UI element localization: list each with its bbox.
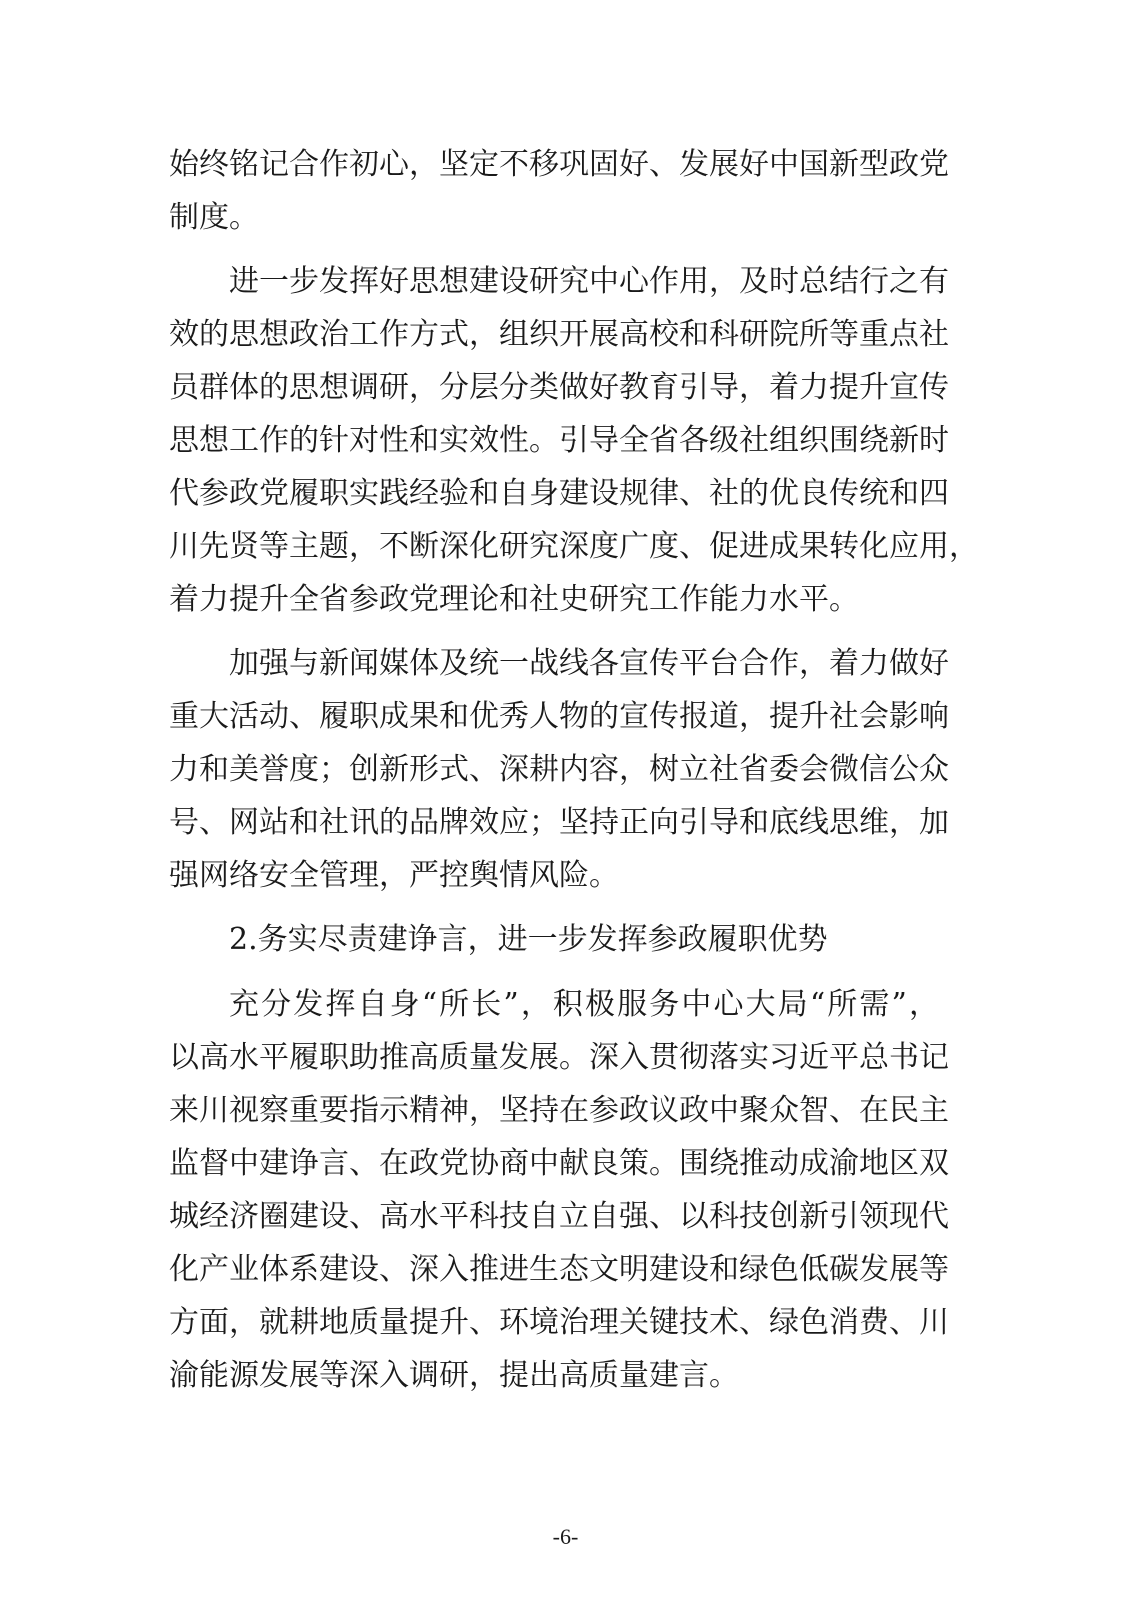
paragraph-first-line: 充分发挥自身“所长”，积极服务中心大局“所需”， — [229, 987, 939, 1022]
text-line: 城经济圈建设、高水平科技自立自强、以科技创新引领现代 — [169, 1199, 949, 1234]
text-line: 川先贤等主题，不断深化研究深度广度、促进成果转化应用， — [169, 529, 979, 564]
text-line: 代参政党履职实践经验和自身建设规律、社的优良传统和四 — [169, 476, 949, 511]
text-line: 思想工作的针对性和实效性。引导全省各级社组织围绕新时 — [169, 423, 949, 458]
paragraph-first-line: 进一步发挥好思想建设研究中心作用，及时总结行之有 — [229, 264, 949, 299]
text-line: 渝能源发展等深入调研，提出高质量建言。 — [169, 1358, 739, 1393]
text-line: 效的思想政治工作方式，组织开展高校和科研院所等重点社 — [169, 317, 949, 352]
text-line: 着力提升全省参政党理论和社史研究工作能力水平。 — [169, 582, 859, 617]
text-line: 号、网站和社讯的品牌效应；坚持正向引导和底线思维，加 — [169, 805, 949, 840]
text-line: 强网络安全管理，严控舆情风险。 — [169, 858, 619, 893]
text-line: 来川视察重要指示精神，坚持在参政议政中聚众智、在民主 — [169, 1093, 949, 1128]
text-line: 化产业体系建设、深入推进生态文明建设和绿色低碳发展等 — [169, 1252, 949, 1287]
paragraph-first-line: 加强与新闻媒体及统一战线各宣传平台合作，着力做好 — [229, 646, 949, 681]
text-line: 始终铭记合作初心，坚定不移巩固好、发展好中国新型政党 — [169, 147, 949, 182]
text-line: 制度。 — [169, 200, 259, 235]
text-line: 力和美誉度；创新形式、深耕内容，树立社省委会微信公众 — [169, 752, 949, 787]
text-line: 重大活动、履职成果和优秀人物的宣传报道，提升社会影响 — [169, 699, 949, 734]
text-line: 以高水平履职助推高质量发展。深入贯彻落实习近平总书记 — [169, 1040, 949, 1075]
page-number: -6- — [552, 1524, 579, 1549]
text-line: 员群体的思想调研，分层分类做好教育引导，着力提升宣传 — [169, 370, 949, 405]
text-line: 监督中建诤言、在政党协商中献良策。围绕推动成渝地区双 — [169, 1146, 949, 1181]
section-heading: 2.务实尽责建诤言，进一步发挥参政履职优势 — [229, 922, 828, 957]
text-line: 方面，就耕地质量提升、环境治理关键技术、绿色消费、川 — [169, 1305, 949, 1340]
